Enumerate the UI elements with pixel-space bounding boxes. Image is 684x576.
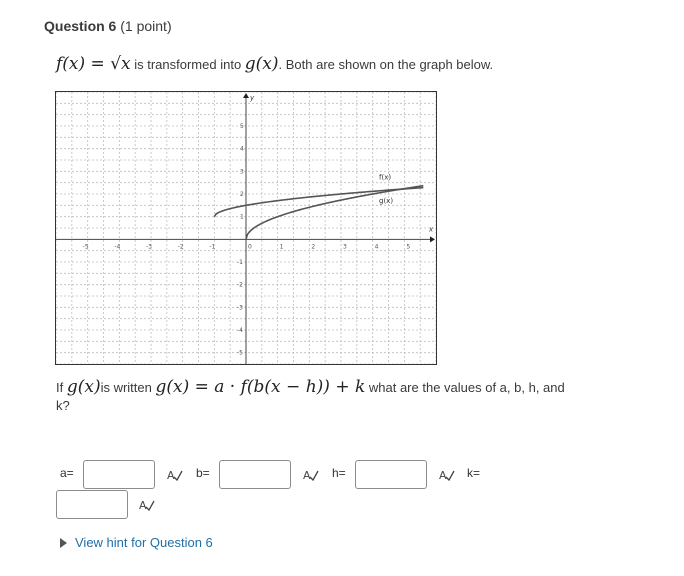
svg-text:A: A [439, 469, 447, 482]
y-axis-arrow [243, 93, 249, 98]
k-input[interactable] [56, 490, 128, 519]
question-points: (1 point) [120, 18, 172, 34]
a-label: a= [60, 466, 74, 480]
f-curve-label: f(x) [379, 173, 392, 182]
x-tick-label: -2 [177, 243, 184, 251]
x-tick-label: -3 [146, 243, 152, 251]
question-title [44, 18, 172, 34]
prompt-pre: If [56, 380, 67, 395]
prompt-formula: g(x) = a · f(b(x − h)) + k [155, 377, 366, 397]
x-tick-label: -4 [114, 243, 121, 251]
question-text-end: . Both are shown on the graph below. [278, 57, 494, 72]
question-text [56, 54, 493, 74]
b-label: b= [196, 466, 210, 480]
y-tick-label: 3 [240, 168, 244, 176]
y-tick-label: -3 [237, 304, 243, 312]
view-hint-link[interactable] [60, 535, 213, 550]
prompt-mid: is written [100, 380, 156, 395]
y-tick-label: 1 [240, 213, 244, 221]
f-formula: f(x) = √x [56, 54, 131, 74]
x-tick-label: -5 [82, 243, 89, 251]
question-text-mid: is transformed into [130, 57, 245, 72]
x-axis-label: x [429, 225, 434, 234]
x-tick-label: -1 [209, 243, 216, 251]
svg-text:A: A [139, 499, 147, 512]
prompt-g: g(x) [66, 377, 101, 397]
spellcheck-icon[interactable] [439, 468, 455, 482]
g-formula: g(x) [244, 54, 279, 74]
x-tick-label: 2 [311, 243, 316, 251]
y-tick-label: -4 [237, 327, 243, 334]
graph [55, 91, 437, 365]
g-curve-label: g(x) [379, 197, 394, 206]
y-axis-label: y [250, 94, 255, 102]
y-tick-label: -2 [237, 281, 243, 289]
y-tick-label: -5 [237, 349, 243, 357]
spellcheck-icon[interactable] [139, 498, 155, 512]
k-label: k= [467, 466, 481, 480]
prompt-end: what are the values of a, b, h, and k? [56, 380, 565, 413]
x-tick-label: 3 [343, 243, 347, 251]
y-tick-label: 2 [240, 191, 244, 198]
graph-canvas [56, 92, 436, 364]
b-input[interactable] [219, 460, 291, 489]
x-tick-label: 5 [406, 243, 411, 251]
spellcheck-icon[interactable] [167, 468, 183, 482]
svg-text:A: A [167, 469, 175, 482]
y-tick-label: -1 [237, 259, 243, 266]
question-number: Question 6 [44, 18, 117, 34]
a-input[interactable] [83, 460, 155, 489]
triangle-right-icon [60, 538, 67, 548]
h-input[interactable] [355, 460, 427, 489]
x-tick-label: 4 [374, 243, 379, 251]
spellcheck-icon[interactable] [303, 468, 319, 482]
x-axis-arrow [430, 236, 435, 242]
hint-label: View hint for Question 6 [75, 535, 213, 550]
x-tick-label: 1 [279, 243, 284, 251]
y-tick-label: 4 [240, 145, 244, 153]
svg-text:A: A [303, 469, 311, 482]
prompt [56, 378, 576, 415]
y-tick-label: 5 [240, 123, 244, 130]
h-label: h= [332, 466, 346, 480]
x-tick-label: 0 [248, 243, 252, 251]
